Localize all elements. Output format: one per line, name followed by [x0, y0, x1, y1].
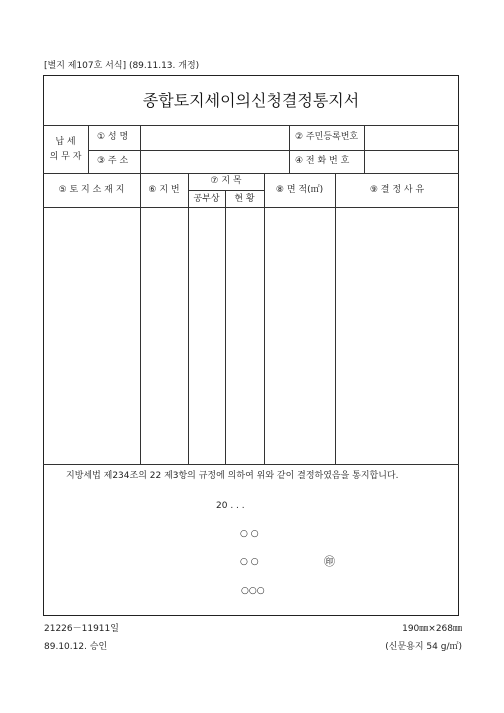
name-field[interactable] [141, 126, 289, 150]
column-header-land-location: ⑤ 토 지 소 재 지 [58, 185, 125, 195]
approval-date: 89.10.12. 승인 [44, 642, 108, 652]
column-header-area: ⑧ 면 적(㎡) [275, 185, 324, 195]
column-header-lot-no: ⑥ 지 번 [148, 185, 180, 195]
phone-field[interactable] [365, 151, 458, 173]
divider-resident-left [289, 125, 290, 173]
paper-type: (신문용지 54 g/㎡) [385, 642, 462, 652]
column-header-land-category: ⑦ 지 목 [210, 176, 242, 186]
notice-text: 지방세법 제234조의 22 제3항의 규정에 의하여 위와 같이 결정하였음을 통지합니다. [66, 471, 399, 481]
form-code: 21226－11911일 [44, 624, 119, 634]
phone-label: ④ 전 화 번 호 [295, 156, 350, 166]
name-label: ① 성 명 [97, 132, 129, 142]
date-line: 20 . . . [216, 501, 245, 511]
form-id-label: [별지 제107호 서식] (89.11.13. 개정) [44, 61, 200, 71]
signature-line-1: ○ ○ [240, 529, 259, 539]
paper-size: 190㎜×268㎜ [402, 624, 462, 634]
divider-table-bottom [43, 464, 459, 465]
divider-category-sub [188, 190, 264, 191]
taxpayer-label-line1: 납 세 [55, 137, 76, 147]
divider-taxpayer-label [88, 125, 89, 173]
taxpayer-label-line2: 의 무 자 [49, 152, 82, 162]
column-header-decision-reason: ⑨ 결 정 사 유 [369, 185, 425, 195]
divider-taxpayer-bottom [43, 173, 459, 174]
table-body[interactable] [44, 208, 458, 463]
seal-mark-icon: ㊞ [324, 555, 335, 568]
column-header-official-record: 공부상 [193, 194, 220, 204]
signature-line-3: ○○○ [241, 586, 265, 596]
resident-no-label: ② 주민등록번호 [295, 132, 359, 142]
column-header-current-status: 현 황 [234, 194, 255, 204]
form-title: 종합토지세이의신청결정통지서 [142, 91, 360, 110]
address-field[interactable] [141, 151, 289, 173]
resident-no-field[interactable] [365, 126, 458, 150]
signature-line-2: ○ ○ [240, 557, 259, 567]
address-label: ③ 주 소 [97, 156, 129, 166]
